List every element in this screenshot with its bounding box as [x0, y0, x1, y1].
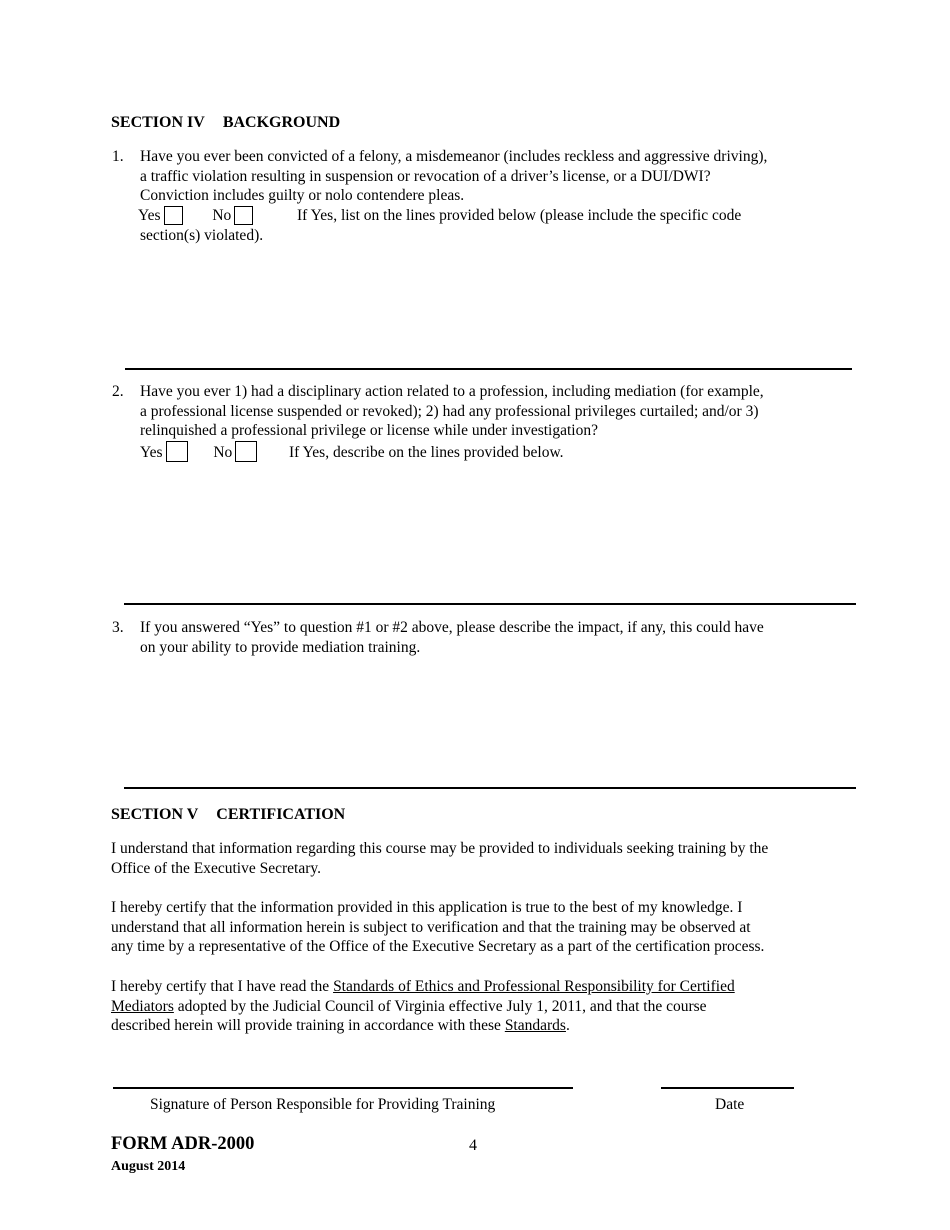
cert-p3-line3	[111, 1016, 841, 1036]
standards-title-part1: Standards of Ethics and Professional Responsibility for Certified	[333, 978, 735, 995]
form-date: August 2014	[111, 1159, 186, 1174]
cert-paragraph-2	[111, 898, 851, 957]
q3-line1: If you answered “Yes” to question #1 or #2 above, please describe the impact, if any, this could have	[140, 619, 764, 636]
q2-number: 2.	[112, 383, 124, 400]
q1-instruction-line2: section(s) violated).	[140, 227, 264, 244]
q2-no-checkbox[interactable]	[235, 441, 257, 462]
q2-answer-row	[140, 441, 564, 463]
q2-yes-checkbox[interactable]	[166, 441, 188, 462]
standards-short: Standards	[504, 1017, 566, 1034]
cert-p3-line1	[111, 977, 841, 997]
signature-label: Signature of Person Responsible for Providing Training	[150, 1096, 496, 1113]
cert-p3-line3-prefix: described herein will provide training in accordance with these	[111, 1017, 505, 1034]
q1-line1: Have you ever been convicted of a felony, a misdemeanor (includes reckless and aggressive driving),	[140, 148, 768, 165]
section-v-heading	[111, 805, 345, 825]
cert-p1-line1: I understand that information regarding this course may be provided to individuals seeking training by the	[111, 840, 769, 857]
q2-yes-label: Yes	[140, 444, 163, 461]
signature-line[interactable]	[113, 1087, 573, 1089]
cert-p3-suffix: .	[565, 1017, 570, 1034]
cert-p1-line2: Office of the Executive Secretary.	[111, 859, 322, 877]
cert-p3-line2	[111, 997, 841, 1017]
q1-instruction-line1: If Yes, list on the lines provided below (please include the specific code	[297, 207, 742, 224]
q1-no-label: No	[212, 207, 232, 224]
page-number: 4	[469, 1137, 477, 1154]
q2-line2: a professional license suspended or revoked); 2) had any professional privileges curtailed; and/or 3)	[140, 402, 759, 420]
cert-p2-line1: I hereby certify that the information provided in this application is true to the best of my knowledge. I	[111, 899, 743, 916]
q2-line1: Have you ever 1) had a disciplinary action related to a profession, including mediation (for example,	[140, 383, 764, 400]
q1-yes-label: Yes	[138, 207, 161, 224]
q1-answer-row	[138, 206, 741, 226]
q1-answer-line[interactable]	[125, 368, 852, 370]
q3-line2: on your ability to provide mediation training.	[140, 638, 421, 656]
q2-text	[140, 382, 860, 441]
q2-no-label: No	[213, 444, 233, 461]
q1-no-checkbox[interactable]	[234, 206, 253, 225]
q3-text	[140, 618, 860, 657]
q1-text	[140, 147, 860, 206]
q2-line3: relinquished a professional privilege or license while under investigation?	[140, 422, 598, 439]
section-iv-heading	[111, 113, 340, 133]
cert-p2-line3: any time by a representative of the Office of the Executive Secretary as a part of the certification process.	[111, 938, 765, 955]
cert-p3-prefix: I hereby certify that I have read the	[111, 978, 334, 995]
cert-p2-line2: understand that all information herein is subject to verification and that the training may be observed at	[111, 918, 751, 936]
section-iv-subtitle: BACKGROUND	[222, 114, 341, 131]
q3-answer-line[interactable]	[124, 787, 856, 789]
q2-answer-line[interactable]	[124, 603, 856, 605]
section-v-subtitle: CERTIFICATION	[216, 806, 346, 823]
section-iv-title: SECTION IV	[111, 114, 205, 131]
cert-paragraph-1	[111, 839, 841, 878]
date-label: Date	[715, 1096, 745, 1113]
date-line[interactable]	[661, 1087, 794, 1089]
standards-title-part2: Mediators	[111, 997, 174, 1015]
q1-line3: Conviction includes guilty or nolo contendere pleas.	[140, 187, 465, 204]
form-number: FORM ADR-2000	[111, 1134, 255, 1154]
section-v-title: SECTION V	[111, 806, 199, 823]
q2-instruction: If Yes, describe on the lines provided below.	[289, 444, 564, 461]
cert-paragraph-3	[111, 977, 841, 1036]
q1-number: 1.	[112, 148, 124, 165]
q1-line2: a traffic violation resulting in suspension or revocation of a driver’s license, or a DUI/DWI?	[140, 167, 711, 185]
q3-number: 3.	[112, 619, 124, 636]
cert-p3-mid: adopted by the Judicial Council of Virginia effective July 1, 2011, and that the course	[173, 997, 707, 1015]
q1-yes-checkbox[interactable]	[164, 206, 183, 225]
